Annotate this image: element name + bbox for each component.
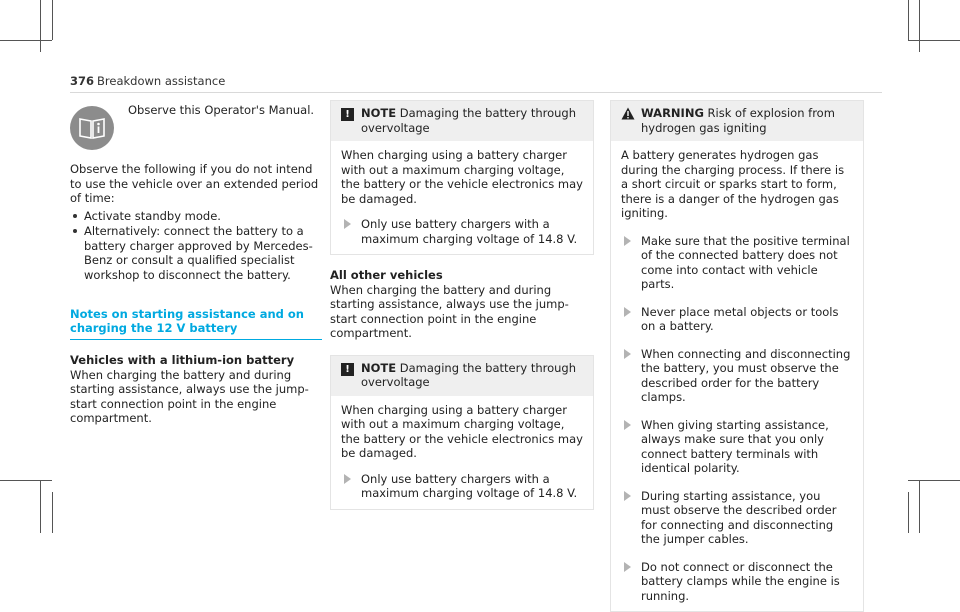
step-text: Only use battery chargers with a maximum charging voltage of 14.8 V.: [361, 217, 578, 246]
manual-note: [70, 100, 322, 162]
crop-mark: [919, 480, 920, 533]
operator-manual-icon: [70, 106, 114, 150]
crop-mark: [908, 480, 960, 481]
step-text: Never place metal objects or tools on a battery.: [641, 304, 839, 333]
warning-heading: Risk of explosion from hydrogen gas igniting: [641, 106, 835, 135]
instruction-step: [341, 217, 583, 246]
crop-mark: [908, 40, 960, 41]
note-body: [331, 396, 593, 509]
section-divider: [70, 339, 322, 340]
crop-mark: [40, 0, 41, 52]
note-label: NOTE: [361, 106, 397, 120]
note-text: When charging using a battery charger with out a maximum charging voltage, the battery or the vehicle electronics may be damaged.: [341, 402, 583, 460]
note-header: [331, 356, 593, 396]
subsection-text: When charging the battery and during starting assistance, always use the jump-start connection point in the engine compartment.: [330, 282, 569, 340]
instruction-step: [621, 418, 853, 476]
crop-mark: [919, 0, 920, 52]
crop-mark: [908, 0, 909, 40]
section-title: Notes on starting assistance and on charging the 12 V battery: [70, 307, 304, 335]
step-text: When connecting and disconnecting the battery, you must observe the described order for the battery clamps.: [641, 346, 851, 404]
exclamation-icon: !: [341, 363, 354, 376]
list-item: Activate standby mode.: [70, 209, 322, 224]
note-label: NOTE: [361, 360, 397, 375]
instruction-step: [621, 234, 853, 292]
column-1: [70, 100, 322, 426]
instruction-step: [341, 472, 583, 501]
warning-header: [611, 101, 863, 141]
step-text: Only use battery chargers with a maximum charging voltage of 14.8 V.: [361, 471, 578, 500]
warning-label: WARNING: [641, 106, 704, 120]
instruction-step: [621, 347, 853, 405]
page-title: Breakdown assistance: [97, 74, 226, 88]
note-box: [330, 355, 594, 510]
step-text: Do not connect or disconnect the battery clamps while the engine is running.: [641, 559, 840, 603]
note-text: When charging using a battery charger with out a maximum charging voltage, the battery or the vehicle electronics may be damaged.: [341, 148, 583, 206]
crop-mark: [40, 480, 41, 533]
column-2: [330, 100, 594, 510]
warning-body: [611, 141, 863, 611]
bullet-list: [70, 209, 322, 283]
step-text: During starting assistance, you must observe the described order for connecting and disconnecting the jumper cables.: [641, 488, 837, 546]
crop-mark: [52, 492, 53, 533]
instruction-step: [621, 560, 853, 604]
subsection-text: When charging the battery and during starting assistance, always use the jump-start connection point in the engine compartment.: [70, 367, 309, 425]
page-number: 376: [70, 74, 95, 88]
crop-mark: [0, 40, 52, 41]
column-3: [610, 100, 864, 612]
subsection-title: Vehicles with a lithium-ion battery: [70, 353, 295, 367]
list-item: Alternatively: connect the battery to a battery charger approved by Mercedes-Benz or consult a qualified specialist workshop to disconnect the battery.: [70, 224, 322, 282]
warning-text: A battery generates hydrogen gas during the charging process. If there is a short circuit or sparks start to form, there is a danger of the hydrogen gas igniting.: [621, 148, 845, 220]
crop-mark: [52, 0, 53, 40]
exclamation-icon: !: [341, 108, 354, 121]
crop-mark: [908, 492, 909, 533]
note-heading: Damaging the battery through overvoltage: [361, 106, 576, 135]
crop-mark: [0, 480, 52, 481]
step-text: When giving starting assistance, always make sure that you only connect battery terminals with identical polarity.: [641, 417, 829, 475]
note-header: [331, 101, 593, 141]
note-box: [330, 100, 594, 255]
subsection-title: All other vehicles: [330, 268, 443, 282]
manual-note-text: Observe this Operator's Manual.: [128, 103, 315, 117]
warning-box: [610, 100, 864, 612]
note-body: [331, 141, 593, 254]
step-text: Make sure that the positive terminal of the connected battery does not come into contact with vehicle parts.: [641, 233, 850, 291]
intro-text: Observe the following if you do not intend to use the vehicle over an extended period of time:: [70, 162, 319, 205]
instruction-step: [621, 489, 853, 547]
instruction-step: [621, 305, 853, 334]
note-heading: Damaging the battery through overvoltage: [361, 360, 576, 389]
warning-triangle-icon: [621, 107, 635, 120]
header-divider: [70, 92, 882, 93]
